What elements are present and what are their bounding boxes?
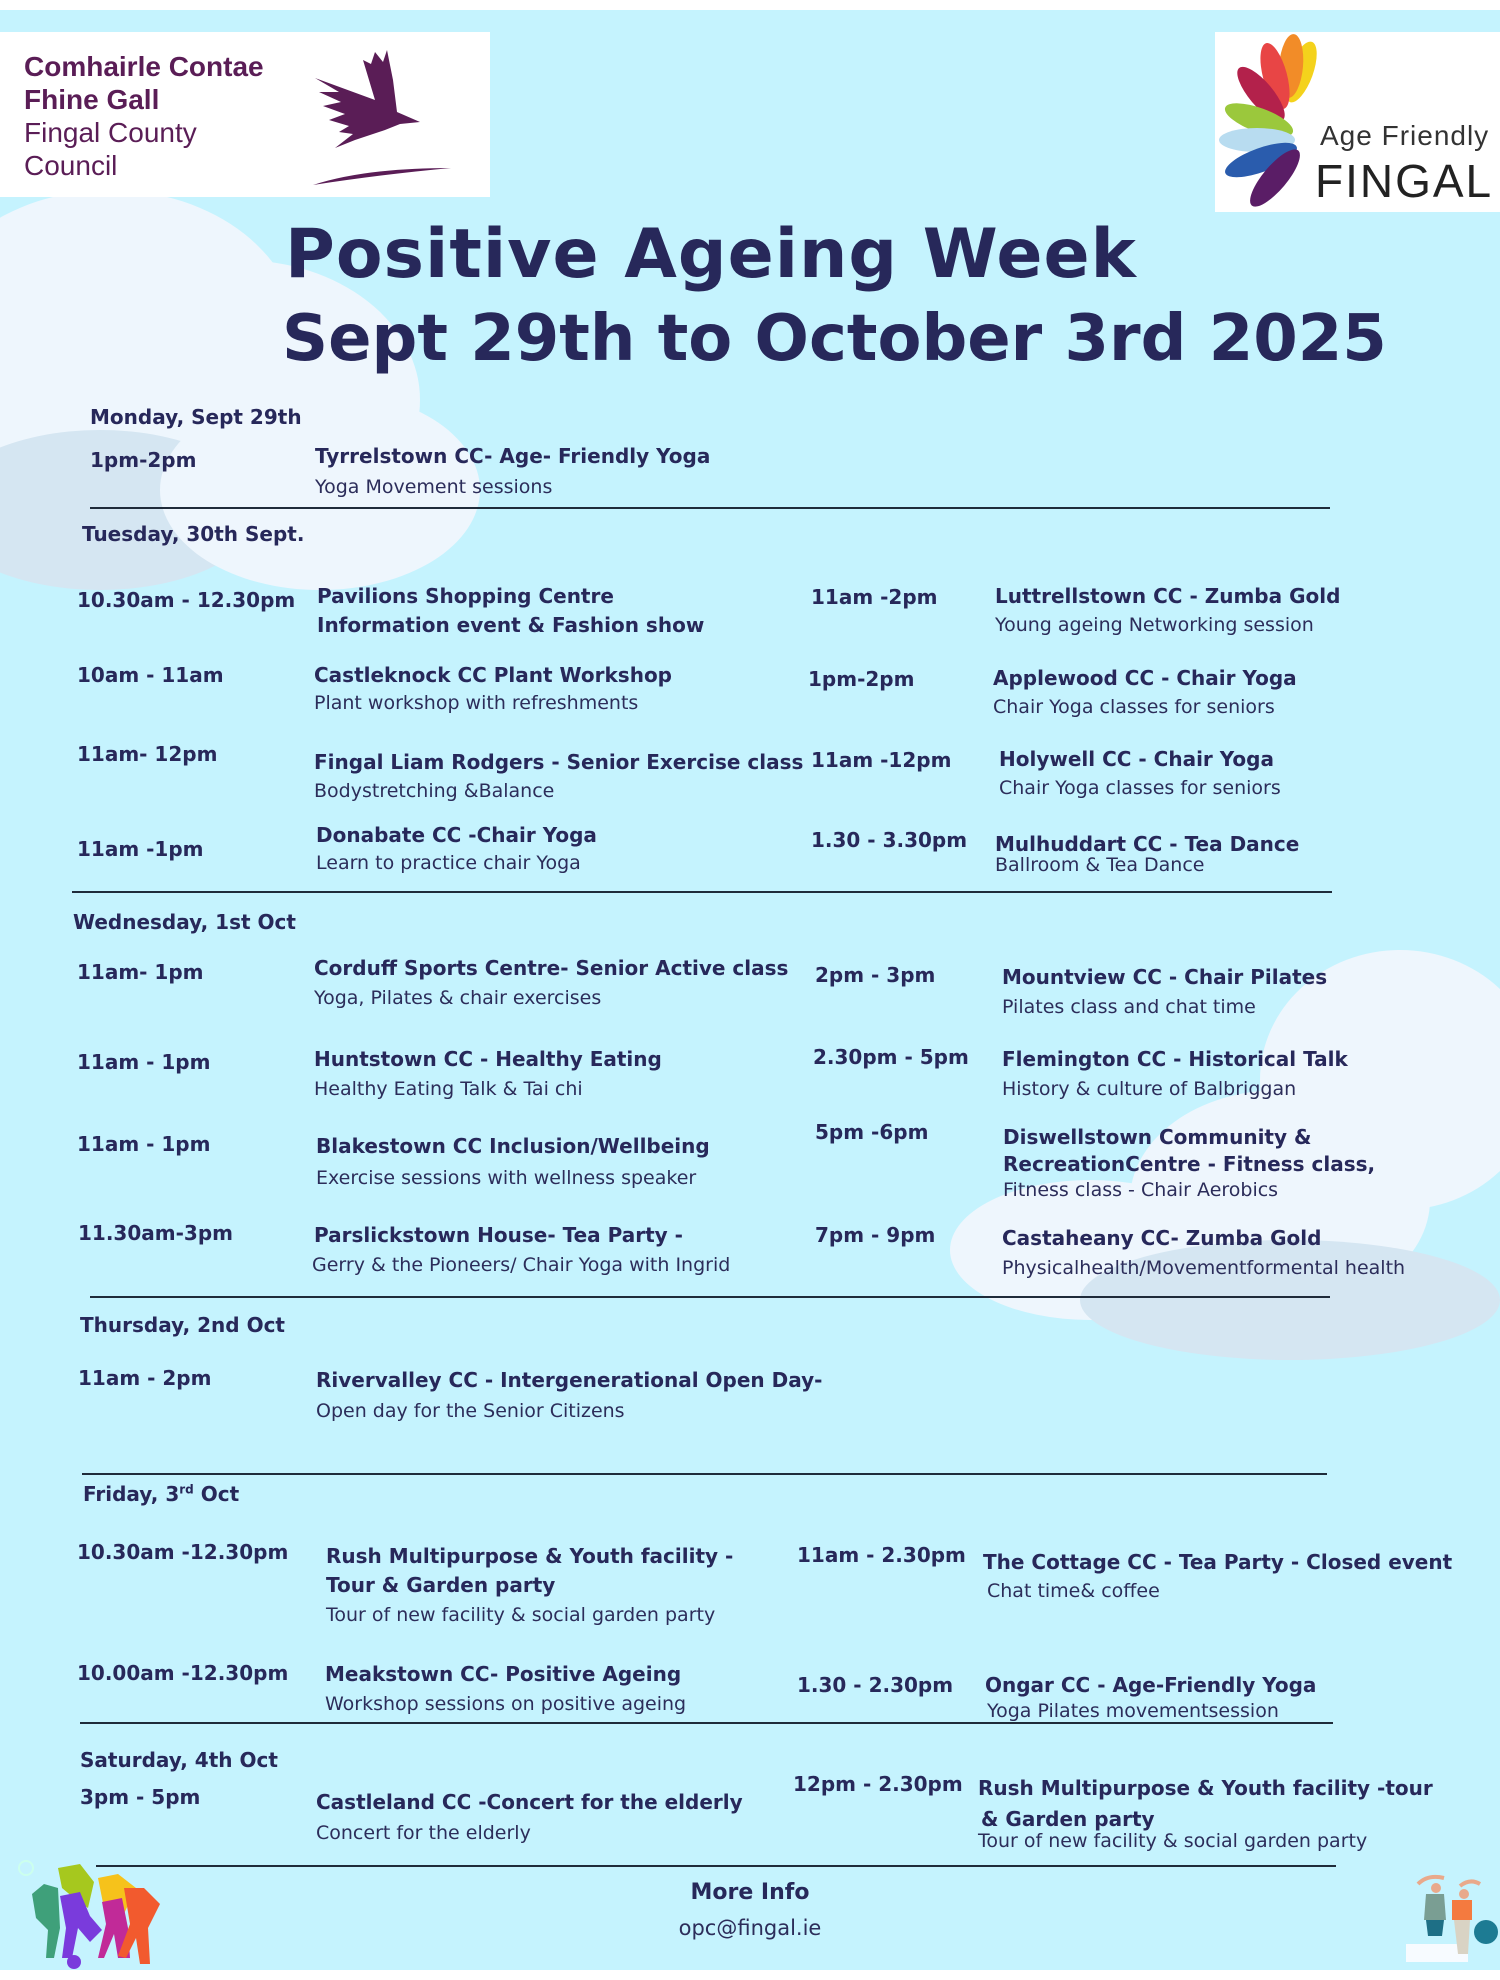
event-title-line2: RecreationCentre - Fitness class,: [1003, 1152, 1376, 1176]
event-time: 10.30am - 12.30pm: [77, 588, 296, 612]
event-time: 10.30am -12.30pm: [77, 1540, 289, 1564]
event-title-line2: Information event & Fashion show: [317, 613, 705, 637]
event-description: Pilates class and chat time: [1002, 996, 1256, 1018]
event-time: 11am - 2.30pm: [797, 1543, 966, 1567]
event-title: Mountview CC - Chair Pilates: [1002, 965, 1328, 989]
event-time: 11am -12pm: [811, 748, 952, 772]
event-description: Ballroom & Tea Dance: [995, 854, 1205, 876]
fingal-label: FINGAL: [1315, 155, 1494, 207]
divider: [82, 1473, 1327, 1475]
event-time: 2pm - 3pm: [815, 963, 936, 987]
event-title: The Cottage CC - Tea Party - Closed event: [983, 1550, 1453, 1574]
event-time: 11am -2pm: [811, 585, 938, 609]
event-description: Fitness class - Chair Aerobics: [1003, 1179, 1279, 1201]
event-title: Meakstown CC- Positive Ageing: [325, 1662, 682, 1686]
event-description: Yoga, Pilates & chair exercises: [314, 987, 602, 1009]
event-time: 11am - 2pm: [78, 1366, 212, 1390]
event-time: 1.30 - 2.30pm: [797, 1673, 954, 1697]
event-title: Blakestown CC Inclusion/Wellbeing: [316, 1134, 710, 1158]
age-friendly-label: Age Friendly: [1320, 120, 1490, 151]
contact-email-link[interactable]: opc@fingal.ie: [678, 1916, 822, 1940]
event-description: Workshop sessions on positive ageing: [325, 1693, 687, 1715]
event-title-line2: & Garden party: [981, 1807, 1155, 1831]
event-description: History & culture of Balbriggan: [1002, 1078, 1297, 1100]
event-title: Fingal Liam Rodgers - Senior Exercise class: [314, 750, 804, 774]
event-description: Plant workshop with refreshments: [314, 692, 639, 714]
day-heading-monday: Monday, Sept 29th: [90, 405, 302, 429]
event-time: 11am - 1pm: [77, 1050, 211, 1074]
event-title: Castleland CC -Concert for the elderly: [316, 1790, 743, 1814]
event-title: Ongar CC - Age-Friendly Yoga: [985, 1673, 1317, 1697]
page-title: Positive Ageing Week: [285, 215, 1137, 294]
council-name-irish-2: Fhine Gall: [24, 84, 160, 115]
event-time: 11am - 1pm: [77, 1132, 211, 1156]
event-time: 11am- 1pm: [77, 960, 204, 984]
event-description: Healthy Eating Talk & Tai chi: [314, 1078, 583, 1100]
day-heading-text: Friday, 3: [83, 1482, 180, 1506]
event-description: Tour of new facility & social garden party: [326, 1604, 716, 1626]
event-title: Rivervalley CC - Intergenerational Open Day-: [316, 1368, 823, 1392]
event-time: 11.30am-3pm: [78, 1221, 233, 1245]
event-description: Open day for the Senior Citizens: [316, 1400, 625, 1422]
event-title: Luttrellstown CC - Zumba Gold: [995, 584, 1341, 608]
event-title: Diswellstown Community &: [1003, 1125, 1312, 1149]
council-name-english-1: Fingal County: [24, 117, 197, 148]
event-description: Chair Yoga classes for seniors: [999, 777, 1281, 799]
more-info-heading: More Info: [690, 1880, 810, 1905]
day-heading-saturday: Saturday, 4th Oct: [80, 1748, 278, 1772]
event-time: 5pm -6pm: [815, 1120, 929, 1144]
event-description: Physicalhealth/Movementformental health: [1002, 1257, 1406, 1279]
event-time: 10am - 11am: [77, 663, 224, 687]
fingal-county-council-logo: [0, 32, 490, 197]
day-heading-month: Oct: [193, 1482, 240, 1506]
event-time: 12pm - 2.30pm: [793, 1772, 963, 1796]
event-time: 1.30 - 3.30pm: [811, 828, 968, 852]
day-heading-wednesday: Wednesday, 1st Oct: [73, 910, 296, 934]
event-title: Tyrrelstown CC- Age- Friendly Yoga: [315, 444, 711, 468]
event-title: Rush Multipurpose & Youth facility -tour: [978, 1776, 1433, 1800]
event-description: Yoga Pilates movementsession: [987, 1700, 1279, 1722]
day-heading-thursday: Thursday, 2nd Oct: [80, 1313, 285, 1337]
event-title: Holywell CC - Chair Yoga: [999, 747, 1274, 771]
event-description: Concert for the elderly: [316, 1822, 531, 1844]
divider: [80, 1722, 1333, 1724]
event-time: 2.30pm - 5pm: [813, 1045, 969, 1069]
seniors-exercising-icon: [1388, 1874, 1498, 1970]
event-description: Bodystretching &Balance: [314, 780, 555, 802]
event-time: 7pm - 9pm: [815, 1223, 936, 1247]
age-friendly-fingal-logo: [1215, 32, 1500, 212]
event-time: 3pm - 5pm: [80, 1785, 201, 1809]
event-title: Donabate CC -Chair Yoga: [316, 823, 597, 847]
event-description: Yoga Movement sessions: [315, 476, 553, 498]
event-time: 11am -1pm: [77, 837, 204, 861]
ordinal-suffix: rd: [179, 1482, 194, 1497]
event-title: Huntstown CC - Healthy Eating: [314, 1047, 662, 1071]
event-description: Gerry & the Pioneers/ Chair Yoga with Ingrid: [312, 1254, 731, 1276]
poster: [0, 10, 1500, 1970]
event-time: 10.00am -12.30pm: [77, 1661, 289, 1685]
event-time: 1pm-2pm: [90, 448, 197, 472]
event-description: Exercise sessions with wellness speaker: [316, 1167, 697, 1189]
day-heading-friday: [83, 1482, 239, 1506]
event-title: Corduff Sports Centre- Senior Active class: [314, 956, 789, 980]
event-time: 1pm-2pm: [808, 667, 915, 691]
divider: [90, 507, 1330, 509]
event-title: Applewood CC - Chair Yoga: [993, 666, 1297, 690]
event-description: Learn to practice chair Yoga: [316, 852, 581, 874]
event-title: Pavilions Shopping Centre: [317, 584, 614, 608]
event-title-line2: Tour & Garden party: [326, 1573, 556, 1597]
event-time: 11am- 12pm: [77, 742, 218, 766]
bird-icon: [305, 40, 455, 190]
divider: [96, 1865, 1336, 1867]
sports-silhouettes-icon: [18, 1858, 168, 1970]
council-name-english-2: Council: [24, 150, 118, 181]
divider: [90, 1296, 1330, 1298]
event-title: Castleknock CC Plant Workshop: [314, 663, 672, 687]
divider: [72, 891, 1332, 893]
event-title: Mulhuddart CC - Tea Dance: [995, 832, 1300, 856]
event-description: Tour of new facility & social garden party: [978, 1830, 1368, 1852]
event-title: Flemington CC - Historical Talk: [1002, 1047, 1348, 1071]
event-title: Parslickstown House- Tea Party -: [314, 1223, 683, 1247]
event-description: Chair Yoga classes for seniors: [993, 696, 1275, 718]
event-description: Chat time& coffee: [987, 1580, 1160, 1602]
day-heading-tuesday: Tuesday, 30th Sept.: [82, 522, 305, 546]
page-subtitle: Sept 29th to October 3rd 2025: [282, 302, 1387, 376]
event-title: Castaheany CC- Zumba Gold: [1002, 1226, 1322, 1250]
event-title: Rush Multipurpose & Youth facility -: [326, 1544, 734, 1568]
council-name-irish-1: Comhairle Contae: [24, 51, 264, 82]
event-description: Young ageing Networking session: [995, 614, 1314, 636]
